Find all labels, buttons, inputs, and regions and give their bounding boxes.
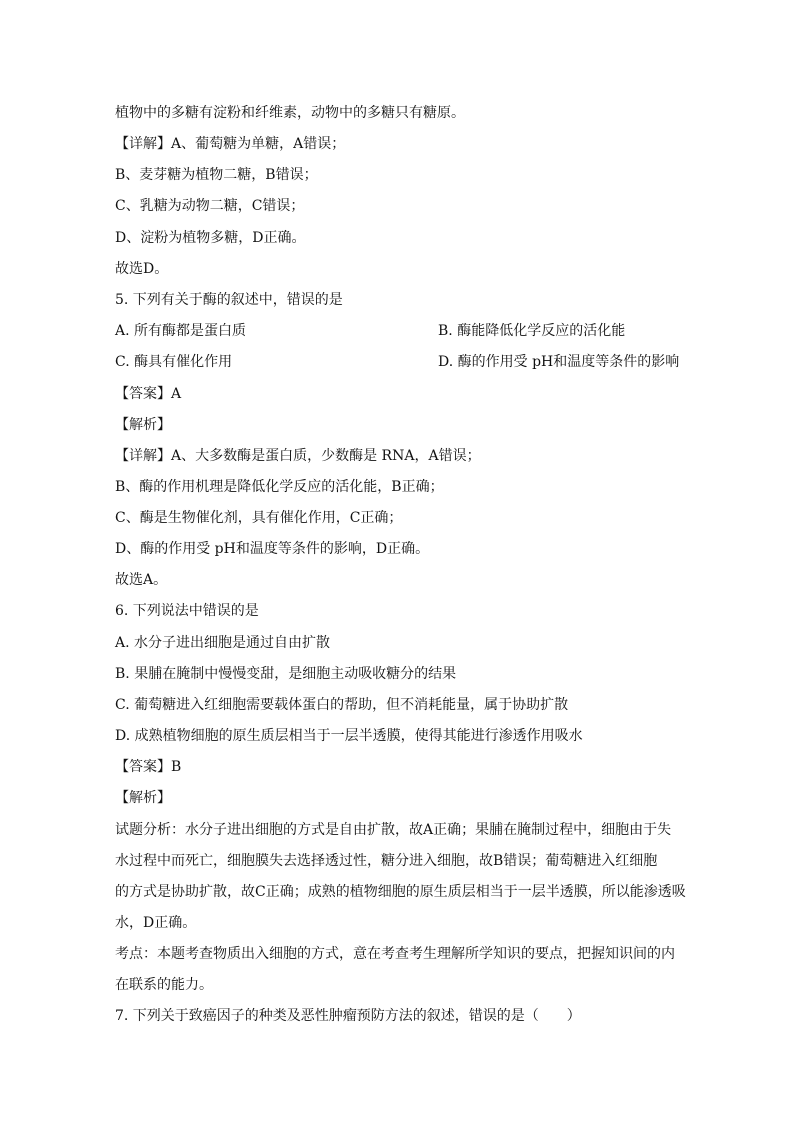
- question-7-stem: 7. 下列关于致癌因子的种类及恶性肿瘤预防方法的叙述，错误的是（ ）: [115, 1008, 581, 1024]
- q6-option-c: C. 葡萄糖进入红细胞需要载体蛋白的帮助，但不消耗能量，属于协助扩散: [115, 697, 569, 713]
- text-line: 在联系的能力。: [115, 977, 213, 993]
- text-line: 【详解】A、葡萄糖为单糖，A错误；: [115, 136, 346, 152]
- q6-option-b: B. 果脯在腌制中慢慢变甜，是细胞主动吸收糖分的结果: [115, 666, 457, 682]
- text-line: B、麦芽糖为植物二糖，B错误；: [115, 167, 318, 183]
- q6-option-a: A. 水分子进出细胞是通过自由扩散: [115, 635, 331, 651]
- analysis-label: 【解析】: [115, 417, 171, 433]
- text-line: C、乳糖为动物二糖，C错误；: [115, 198, 305, 214]
- q5-option-b: B. 酶能降低化学反应的活化能: [438, 323, 626, 339]
- answer-label: 【答案】B: [115, 759, 182, 775]
- text-line: 植物中的多糖有淀粉和纤维素，动物中的多糖只有糖原。: [115, 105, 465, 121]
- text-line: D、淀粉为植物多糖，D正确。: [115, 230, 306, 246]
- text-line: 【详解】A、大多数酶是蛋白质，少数酶是 RNA，A错误；: [115, 448, 481, 464]
- text-line: 考点：本题考查物质出入细胞的方式，意在考查考生理解所学知识的要点，把握知识间的内: [115, 946, 675, 962]
- question-6-stem: 6. 下列说法中错误的是: [115, 603, 259, 619]
- q5-option-d: D. 酶的作用受 pH和温度等条件的影响: [438, 354, 680, 370]
- text-line: D、酶的作用受 pH和温度等条件的影响，D正确。: [115, 541, 430, 557]
- text-line: C、酶是生物催化剂，具有催化作用，C正确；: [115, 510, 403, 526]
- text-line: 试题分析：水分子进出细胞的方式是自由扩散，故A正确；果脯在腌制过程中，细胞由于失: [115, 822, 672, 838]
- text-line: 水，D正确。: [115, 915, 197, 931]
- text-line: 故选A。: [115, 572, 168, 588]
- text-line: 水过程中而死亡，细胞膜失去选择透过性，糖分进入细胞，故B错误；葡萄糖进入红细胞: [115, 853, 658, 869]
- question-5-stem: 5. 下列有关于酶的叙述中，错误的是: [115, 292, 343, 308]
- text-line: 故选D。: [115, 261, 169, 277]
- text-line: 的方式是协助扩散，故C正确；成熟的植物细胞的原生质层相当于一层半透膜，所以能渗透吸: [115, 884, 686, 900]
- q5-option-c: C. 酶具有催化作用: [115, 354, 233, 370]
- q5-option-a: A. 所有酶都是蛋白质: [115, 323, 247, 339]
- answer-label: 【答案】A: [115, 386, 182, 402]
- analysis-label: 【解析】: [115, 790, 171, 806]
- q6-option-d: D. 成熟植物细胞的原生质层相当于一层半透膜，使得其能进行渗透作用吸水: [115, 728, 583, 744]
- text-line: B、酶的作用机理是降低化学反应的活化能，B正确；: [115, 479, 444, 495]
